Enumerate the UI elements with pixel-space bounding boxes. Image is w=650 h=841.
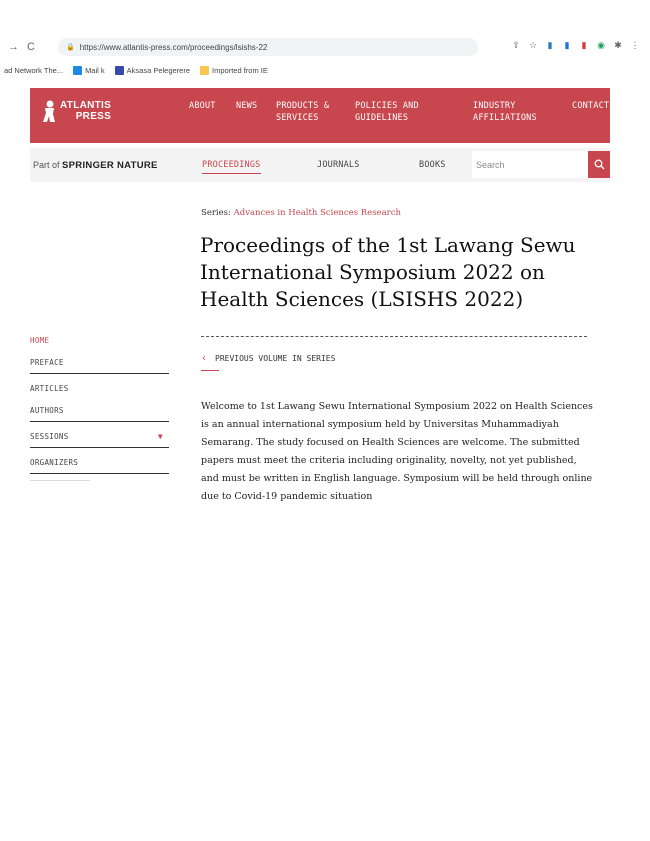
logo-line-atlantis: ATLANTIS (60, 100, 112, 111)
browser-address-bar (0, 34, 650, 60)
previous-volume-underline (201, 370, 219, 371)
intro-paragraph: Welcome to 1st Lawang Sewu International Symposium 2022 on Health Sciences is an annual international symposium held by Universitas Muhammadiyah Semarang. The study focused on Health Sciences are welcome. The submitted papers must meet the criteria including originality, novelty, not yet published, and must be written in English language. Symposium will be held through online due to Covid-19 pandemic situation (201, 401, 593, 502)
url-text: https://www.atlantis-press.com/proceedings/lsishs-22 (79, 42, 268, 52)
tab-books[interactable]: BOOKS (419, 160, 446, 170)
chevron-left-icon: ‹ (201, 353, 208, 364)
back-icon[interactable]: → (8, 41, 19, 53)
caret-down-icon: ▼ (157, 432, 163, 441)
bookmark-item[interactable]: ad Network The... (4, 65, 64, 75)
bookmark-favicon-icon (73, 66, 82, 75)
sidebar-item-home[interactable]: HOME (30, 336, 50, 345)
site-header (30, 88, 610, 143)
nav-industry-affiliations[interactable]: INDUSTRY AFFILIATIONS (473, 101, 537, 123)
bookmark-favicon-icon (115, 66, 124, 75)
url-field[interactable] (58, 38, 478, 56)
previous-volume-link[interactable]: ‹ PREVIOUS VOLUME IN SERIES (201, 353, 336, 364)
nav-policies-guidelines[interactable]: POLICIES AND GUIDELINES (355, 101, 419, 123)
folder-icon (200, 66, 209, 75)
extension-icon-2[interactable]: ▮ (564, 40, 570, 50)
logo-line-press: PRESS (75, 111, 112, 122)
sub-navigation (30, 148, 610, 182)
atlantis-press-logo[interactable] (42, 100, 111, 122)
bookmarks-bar (0, 62, 650, 78)
search-input[interactable] (472, 151, 588, 178)
series-link[interactable]: Advances in Health Sciences Research (233, 208, 401, 218)
extension-icon-1[interactable]: ▮ (547, 40, 553, 50)
series-line: Series: Advances in Health Sciences Research (201, 208, 401, 218)
sidebar-item-preface[interactable]: PREFACE (30, 352, 169, 374)
bookmark-item[interactable]: Mail k (73, 66, 105, 75)
menu-icon[interactable]: ⋮ (630, 40, 640, 50)
dashed-divider (201, 336, 587, 337)
puzzle-icon[interactable]: ✱ (614, 40, 622, 50)
extension-icon-4[interactable]: ◉ (597, 40, 605, 50)
springer-nature-badge[interactable]: Part of SPRINGER NATURE (33, 160, 158, 171)
sidebar-item-articles[interactable]: ARTICLES (30, 384, 69, 393)
nav-products-services[interactable]: PRODUCTS & SERVICES (276, 101, 330, 123)
sidebar (30, 330, 169, 481)
sidebar-item-organizers[interactable]: ORGANIZERS (30, 452, 169, 474)
sidebar-item-authors[interactable]: AUTHORS (30, 400, 169, 422)
bookmark-item[interactable]: Imported from IE (200, 66, 268, 75)
sidebar-divider (30, 480, 90, 481)
bookmark-star-icon[interactable]: ☆ (528, 40, 538, 50)
page-title: Proceedings of the 1st Lawang Sewu International Symposium 2022 on Health Sciences (LSISHS 2022) (200, 233, 576, 311)
tab-journals[interactable]: JOURNALS (317, 160, 360, 170)
nav-news[interactable]: NEWS (236, 101, 258, 111)
search-button[interactable] (588, 151, 610, 178)
sidebar-item-sessions[interactable]: SESSIONS ▼ (30, 426, 169, 448)
reload-icon[interactable]: C (27, 41, 35, 53)
bookmark-item[interactable]: Aksasa Pelegerere (115, 66, 190, 75)
browser-toolbar-icons (511, 40, 640, 51)
lock-icon: 🔒 (66, 44, 75, 51)
extension-icon-3[interactable]: ▮ (581, 40, 587, 50)
nav-contact[interactable]: CONTACT (572, 101, 610, 111)
search-icon (594, 159, 605, 170)
share-icon[interactable]: ⇪ (512, 40, 520, 50)
atlas-figure-icon (42, 100, 56, 122)
nav-about[interactable]: ABOUT (189, 101, 216, 111)
tab-proceedings[interactable]: PROCEEDINGS (202, 160, 261, 174)
